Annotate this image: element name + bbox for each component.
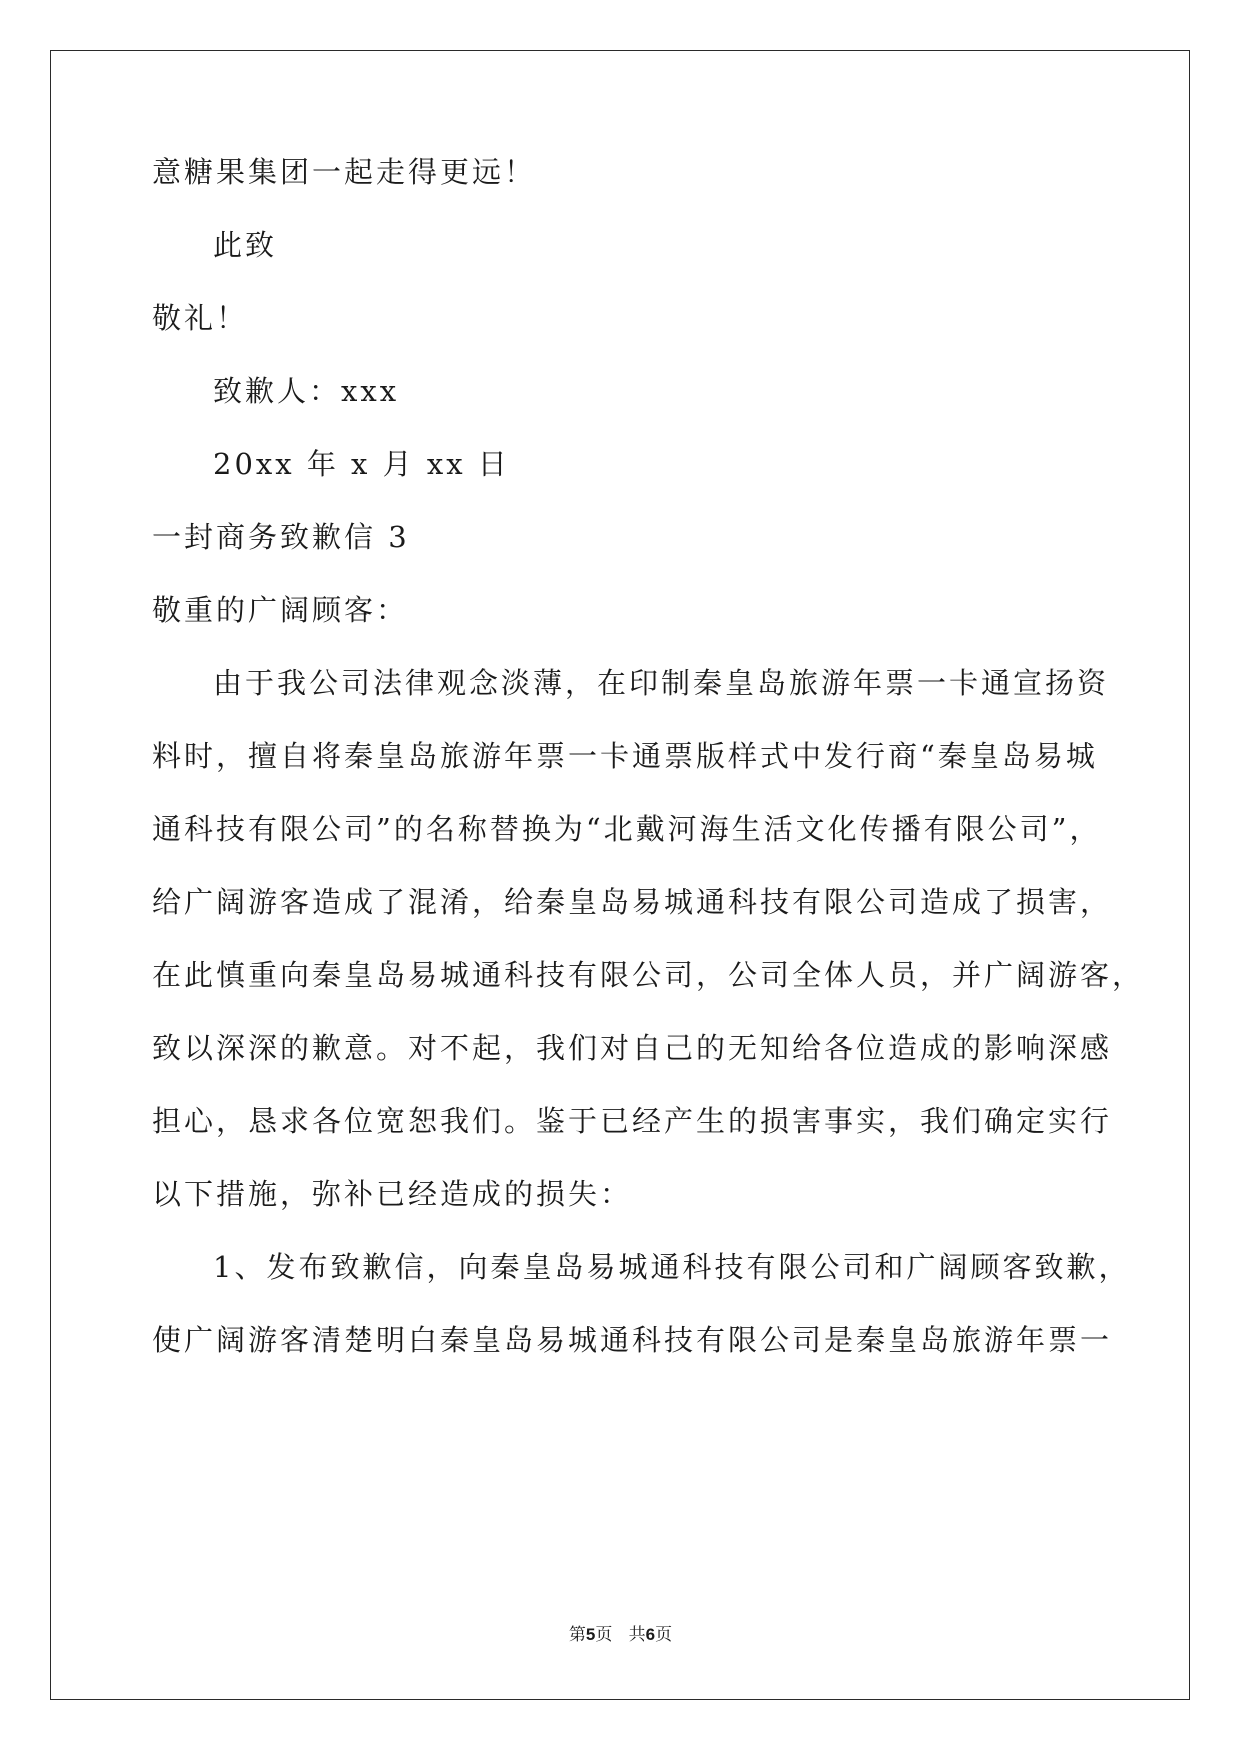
total-page-number: 6 [645, 1625, 656, 1644]
paragraph-line: 以下措施，弥补已经造成的损失： [152, 1177, 633, 1211]
paragraph-line: 在此慎重向秦皇岛易城通科技有限公司，公司全体人员，并广阔游客， [152, 958, 1145, 992]
page-suffix: 页 [595, 1625, 613, 1645]
list-item-line: 使广阔游客清楚明白秦皇岛易城通科技有限公司是秦皇岛旅游年票一 [152, 1323, 1113, 1357]
section-heading: 一封商务致歉信 3 [152, 520, 410, 554]
paragraph-line: 给广阔游客造成了混淆，给秦皇岛易城通科技有限公司造成了损害， [152, 885, 1113, 919]
list-item-line: 1、发布致歉信，向秦皇岛易城通科技有限公司和广阔顾客致歉， [213, 1250, 1131, 1284]
total-prefix: 共 [628, 1625, 646, 1645]
page-prefix: 第 [568, 1625, 586, 1645]
text-line-signatory: 致歉人：xxx [213, 374, 400, 408]
text-line-date: 20xx 年 x 月 xx 日 [213, 447, 510, 481]
total-suffix: 页 [655, 1625, 673, 1645]
text-line-salutation: 此致 [213, 228, 278, 262]
paragraph-line: 通科技有限公司”的名称替换为“北戴河海生活文化传播有限公司”， [152, 812, 1102, 846]
text-line-greeting: 敬重的广阔顾客： [152, 593, 409, 627]
paragraph-line: 由于我公司法律观念淡薄，在印制秦皇岛旅游年票一卡通宣扬资 [213, 666, 1110, 700]
text-line-regards: 敬礼！ [152, 301, 249, 335]
paragraph-line: 致以深深的歉意。对不起，我们对自己的无知给各位造成的影响深感 [152, 1031, 1113, 1065]
page-footer [0, 1620, 1241, 1645]
paragraph-line: 担心，恳求各位宽恕我们。鉴于已经产生的损害事实，我们确定实行 [152, 1104, 1113, 1138]
paragraph-line: 料时，擅自将秦皇岛旅游年票一卡通票版样式中发行商“秦皇岛易城 [152, 739, 1098, 773]
text-line-closing-sentence: 意糖果集团一起走得更远！ [152, 155, 537, 189]
current-page-number: 5 [585, 1625, 596, 1644]
